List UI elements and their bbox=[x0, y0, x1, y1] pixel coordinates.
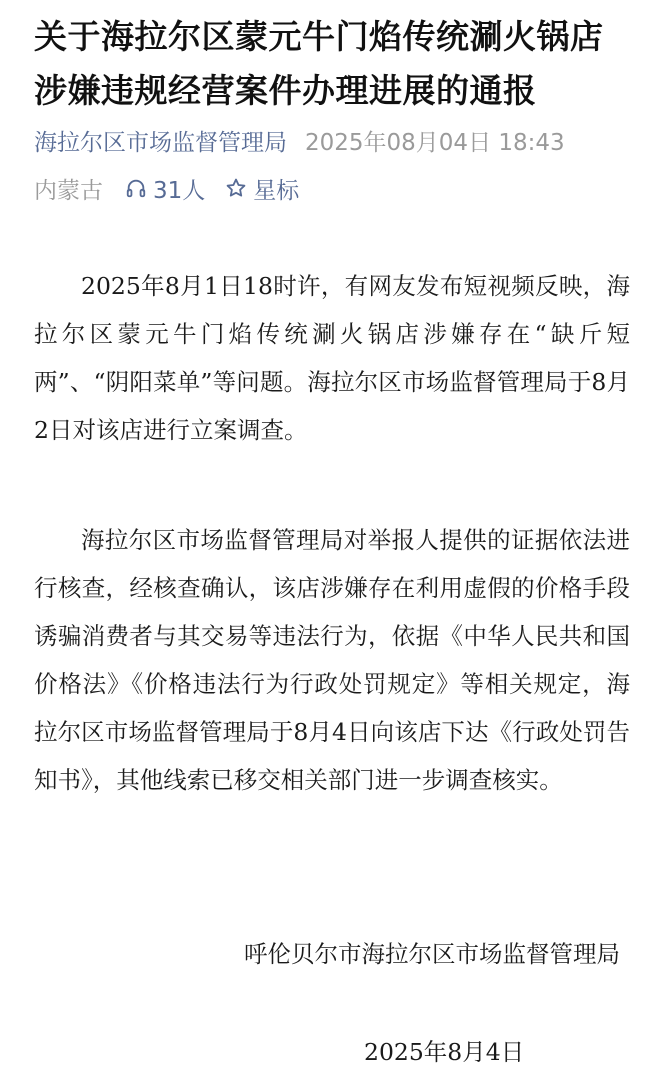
star-button[interactable] bbox=[225, 172, 299, 205]
listen-count: 31人 bbox=[153, 177, 206, 204]
headphones-icon bbox=[125, 177, 147, 199]
account-name-link[interactable]: 海拉尔区市场监督管理局 bbox=[34, 129, 287, 156]
meta-row-stats bbox=[34, 168, 299, 208]
star-icon bbox=[225, 177, 247, 199]
publish-time: 2025年08月04日 18:43 bbox=[305, 129, 565, 156]
meta-row-source bbox=[34, 120, 565, 160]
star-label: 星标 bbox=[253, 177, 300, 204]
issuer-signature: 呼伦贝尔市海拉尔区市场监督管理局 bbox=[244, 940, 620, 968]
sign-date: 2025年8月4日 bbox=[364, 1038, 525, 1066]
body-paragraph-1: 2025年8月1日18时许，有网友发布短视频反映，海拉尔区蒙元牛门焰传统涮火锅店涉嫌存在“缺斤短两”、“阴阳菜单”等问题。海拉尔区市场监督管理局于8月2日对该店进行立案调查。 bbox=[34, 272, 630, 444]
body-paragraph-2: 海拉尔区市场监督管理局对举报人提供的证据依法进行核查，经核查确认，该店涉嫌存在利用虚假的价格手段诱骗消费者与其交易等违法行为，依据《中华人民共和国价格法》《价格违法行为行政处罚规定》等相关规定，海拉尔区市场监督管理局于8月4日向该店下达《行政处罚告知书》，其他线索已移交相关部门进一步调查核实。 bbox=[34, 526, 630, 794]
listen-button[interactable] bbox=[125, 172, 205, 205]
article-title: 关于海拉尔区蒙元牛门焰传统涮火锅店涉嫌违规经营案件办理进展的通报 bbox=[34, 17, 604, 110]
region-label: 内蒙古 bbox=[34, 177, 103, 204]
